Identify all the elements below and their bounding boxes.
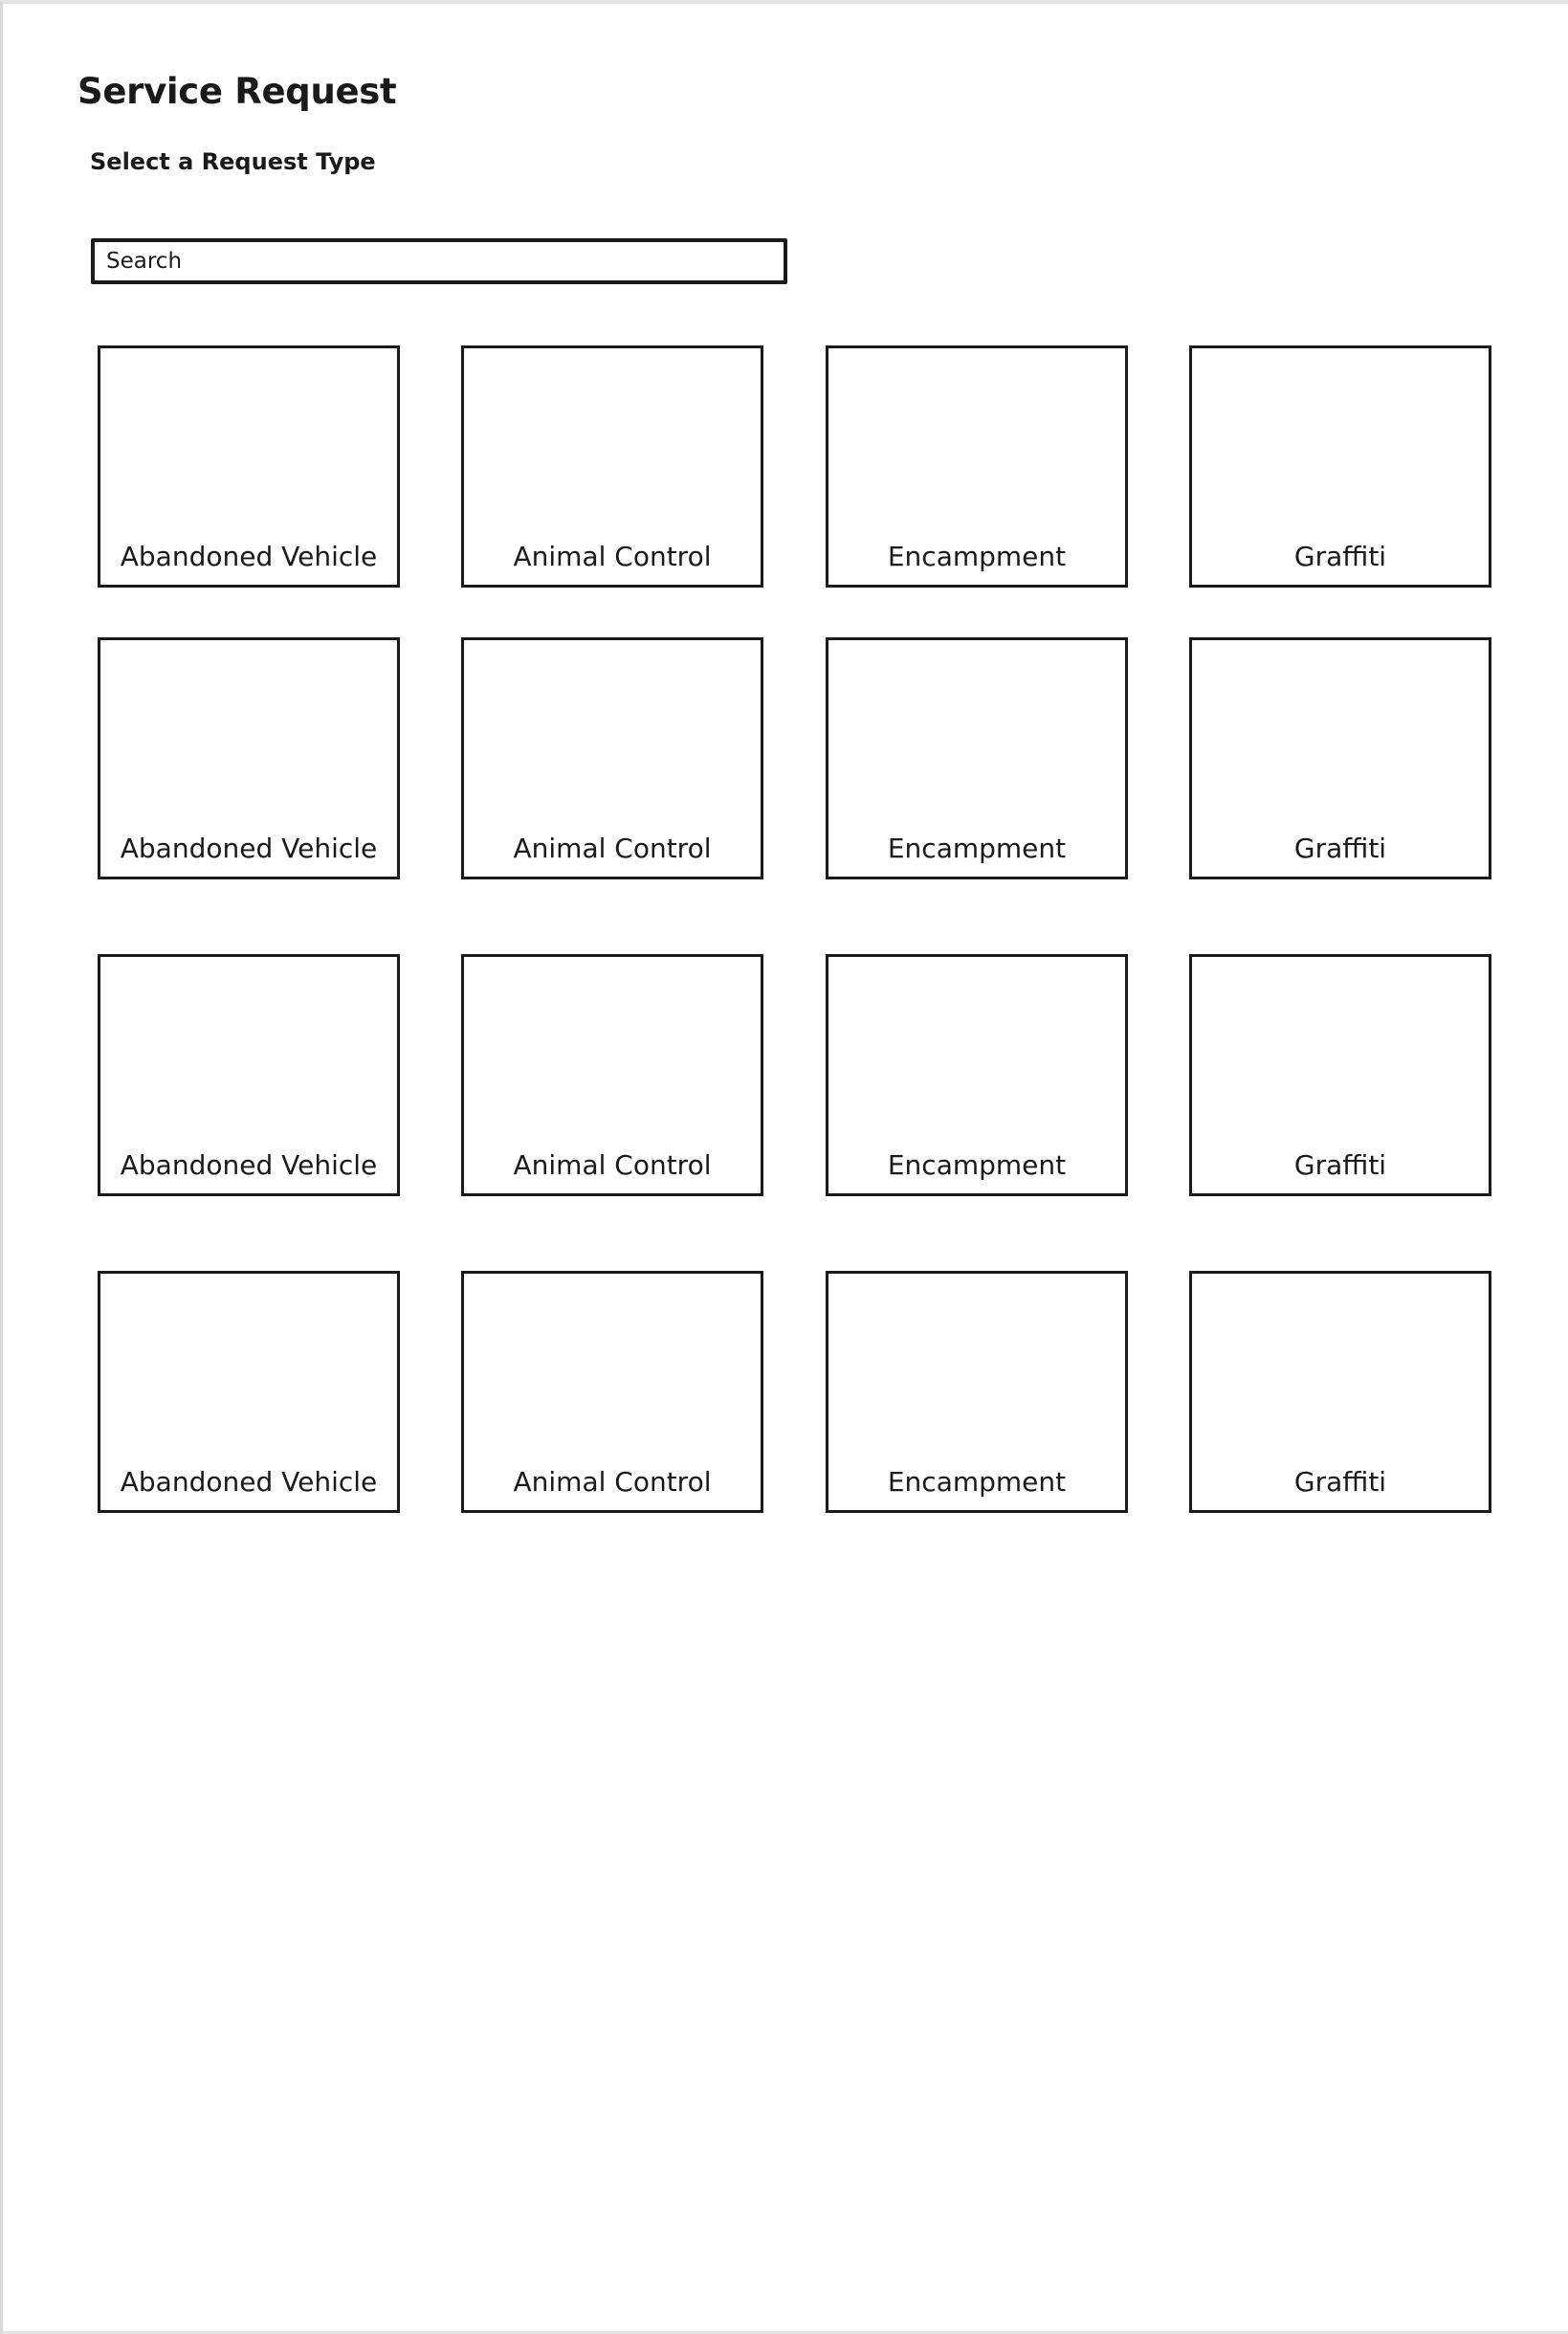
request-tile-graffiti[interactable] <box>1189 345 1491 588</box>
request-tile-label: Graffiti <box>1293 833 1387 865</box>
request-tile-abandoned-vehicle[interactable] <box>98 1271 400 1513</box>
request-tile-abandoned-vehicle[interactable] <box>98 345 400 588</box>
request-tile-graffiti[interactable] <box>1189 637 1491 879</box>
request-tile-animal-control[interactable] <box>461 345 763 588</box>
request-type-heading: Select a Request Type <box>90 148 376 175</box>
request-tile-label: Graffiti <box>1293 1149 1387 1182</box>
request-tile-abandoned-vehicle[interactable] <box>98 954 400 1196</box>
search-input[interactable] <box>91 238 787 284</box>
request-tile-label: Animal Control <box>513 541 712 573</box>
request-tile-encampment[interactable] <box>826 345 1128 588</box>
request-tile-label: Encampment <box>887 1466 1067 1499</box>
request-tile-label: Abandoned Vehicle <box>120 1466 378 1499</box>
request-tile-label: Encampment <box>887 1149 1067 1182</box>
request-tile-graffiti[interactable] <box>1189 954 1491 1196</box>
request-tile-label: Animal Control <box>513 833 712 865</box>
request-tile-label: Encampment <box>887 541 1067 573</box>
request-tile-label: Abandoned Vehicle <box>120 833 378 865</box>
request-tile-label: Animal Control <box>513 1149 712 1182</box>
page-title: Service Request <box>77 71 397 112</box>
request-tile-abandoned-vehicle[interactable] <box>98 637 400 879</box>
request-tile-label: Animal Control <box>513 1466 712 1499</box>
request-tile-encampment[interactable] <box>826 1271 1128 1513</box>
request-tile-graffiti[interactable] <box>1189 1271 1491 1513</box>
request-tile-label: Abandoned Vehicle <box>120 541 378 573</box>
request-tile-encampment[interactable] <box>826 637 1128 879</box>
request-tile-animal-control[interactable] <box>461 1271 763 1513</box>
request-tile-label: Graffiti <box>1293 1466 1387 1499</box>
request-tile-animal-control[interactable] <box>461 954 763 1196</box>
request-tile-label: Graffiti <box>1293 541 1387 573</box>
request-tile-label: Encampment <box>887 833 1067 865</box>
request-tile-animal-control[interactable] <box>461 637 763 879</box>
request-tile-label: Abandoned Vehicle <box>120 1149 378 1182</box>
request-tile-encampment[interactable] <box>826 954 1128 1196</box>
